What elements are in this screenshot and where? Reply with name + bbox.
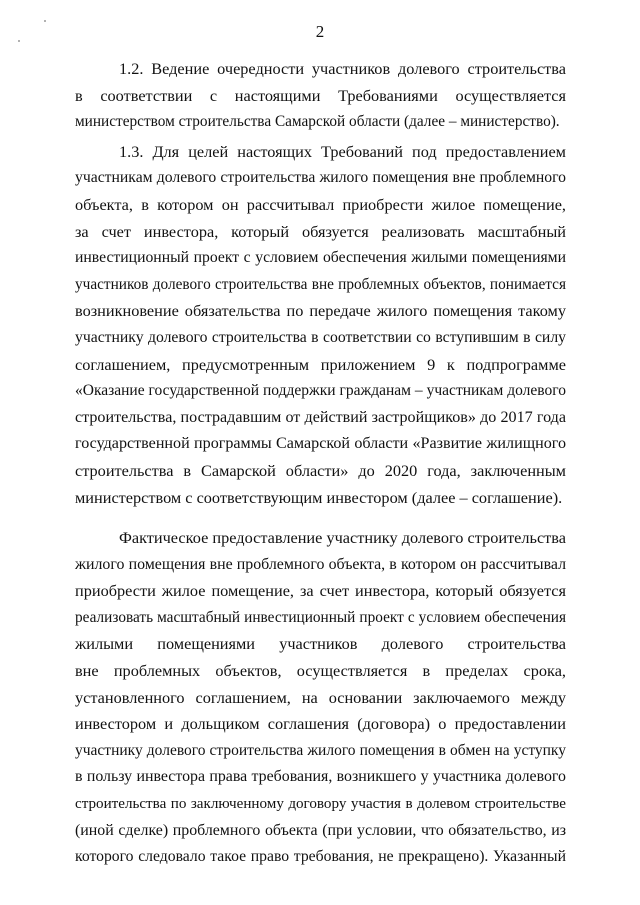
page-number: 2 [315,22,325,41]
text-line: приобрести жилое помещение, за счет инвестора, который обязуется [75,581,566,601]
text-line: строительства по заключенному договору участия в долевом строительстве [75,796,566,813]
paragraph-1-2 [75,56,566,136]
text-line: объекта, в котором он рассчитывал приобрести жилое помещение, [75,194,566,214]
text-line: реализовать масштабный инвестиционный проект с условием обеспечения [75,608,566,626]
text-line: инвестором и дольщиком соглашения (договора) о предоставлении [75,714,566,734]
text-line: (иной сделке) проблемного объекта (при условии, что обязательство, из [75,821,566,839]
text-line: за счет инвестора, который обязуется реализовать масштабный [75,221,566,241]
text-line: возникновение обязательства по передаче жилого помещения такому [75,301,566,321]
text-line: государственной программы Самарской области «Развитие жилищного [75,435,566,453]
text-line: вне проблемных объектов, осуществляется в пределах срока, [75,661,566,681]
text-line: министерством с соответствующим инвестором (далее – соглашение). [75,487,563,507]
text-line: участникам долевого строительства жилого помещения вне проблемного [75,169,566,187]
text-line: «Оказание государственной поддержки гражданам – участникам долевого [75,382,566,400]
text-line: жилыми помещениями участников долевого строительства [75,634,566,654]
paragraph-1-3 [75,139,566,511]
text-line: соглашением, предусмотренным приложением 9 к подпрограмме [75,354,566,374]
text-line: установленного соглашением, на основании заключаемого между [75,687,566,707]
text-line: участнику долевого строительства жилого помещения в обмен на уступку [75,741,566,759]
text-line: инвестиционный проект с условием обеспечения жилыми помещениями [75,249,566,267]
document-body [75,56,566,871]
paragraph-gap [75,511,566,525]
text-line: в пользу инвестора права требования, возникшего у участника долевого [75,768,566,786]
text-line: строительства, пострадавшим от действий застройщиков» до 2017 года [75,408,566,426]
text-line: в соответствии с настоящими Требованиями осуществляется [75,85,566,105]
text-line: министерством строительства Самарской области (далее – министерство). [75,113,560,131]
text-line: участников долевого строительства вне проблемных объектов, понимается [75,275,566,293]
text-line: которого следовало такое право требования, не прекращено). Указанный [75,848,566,866]
paragraph-factual [75,525,566,871]
text-line: строительства в Самарской области» до 2020 года, заключенным [75,460,566,480]
text-line: жилого помещения вне проблемного объекта, в котором он рассчитывал [75,555,566,573]
text-line: 1.3. Для целей настоящих Требований под предоставлением [119,141,566,161]
text-line: участнику долевого строительства в соответствии со вступившим в силу [75,328,566,346]
text-line: Фактическое предоставление участнику долевого строительства [119,528,566,548]
text-line: 1.2. Ведение очередности участников долевого строительства [119,59,566,78]
